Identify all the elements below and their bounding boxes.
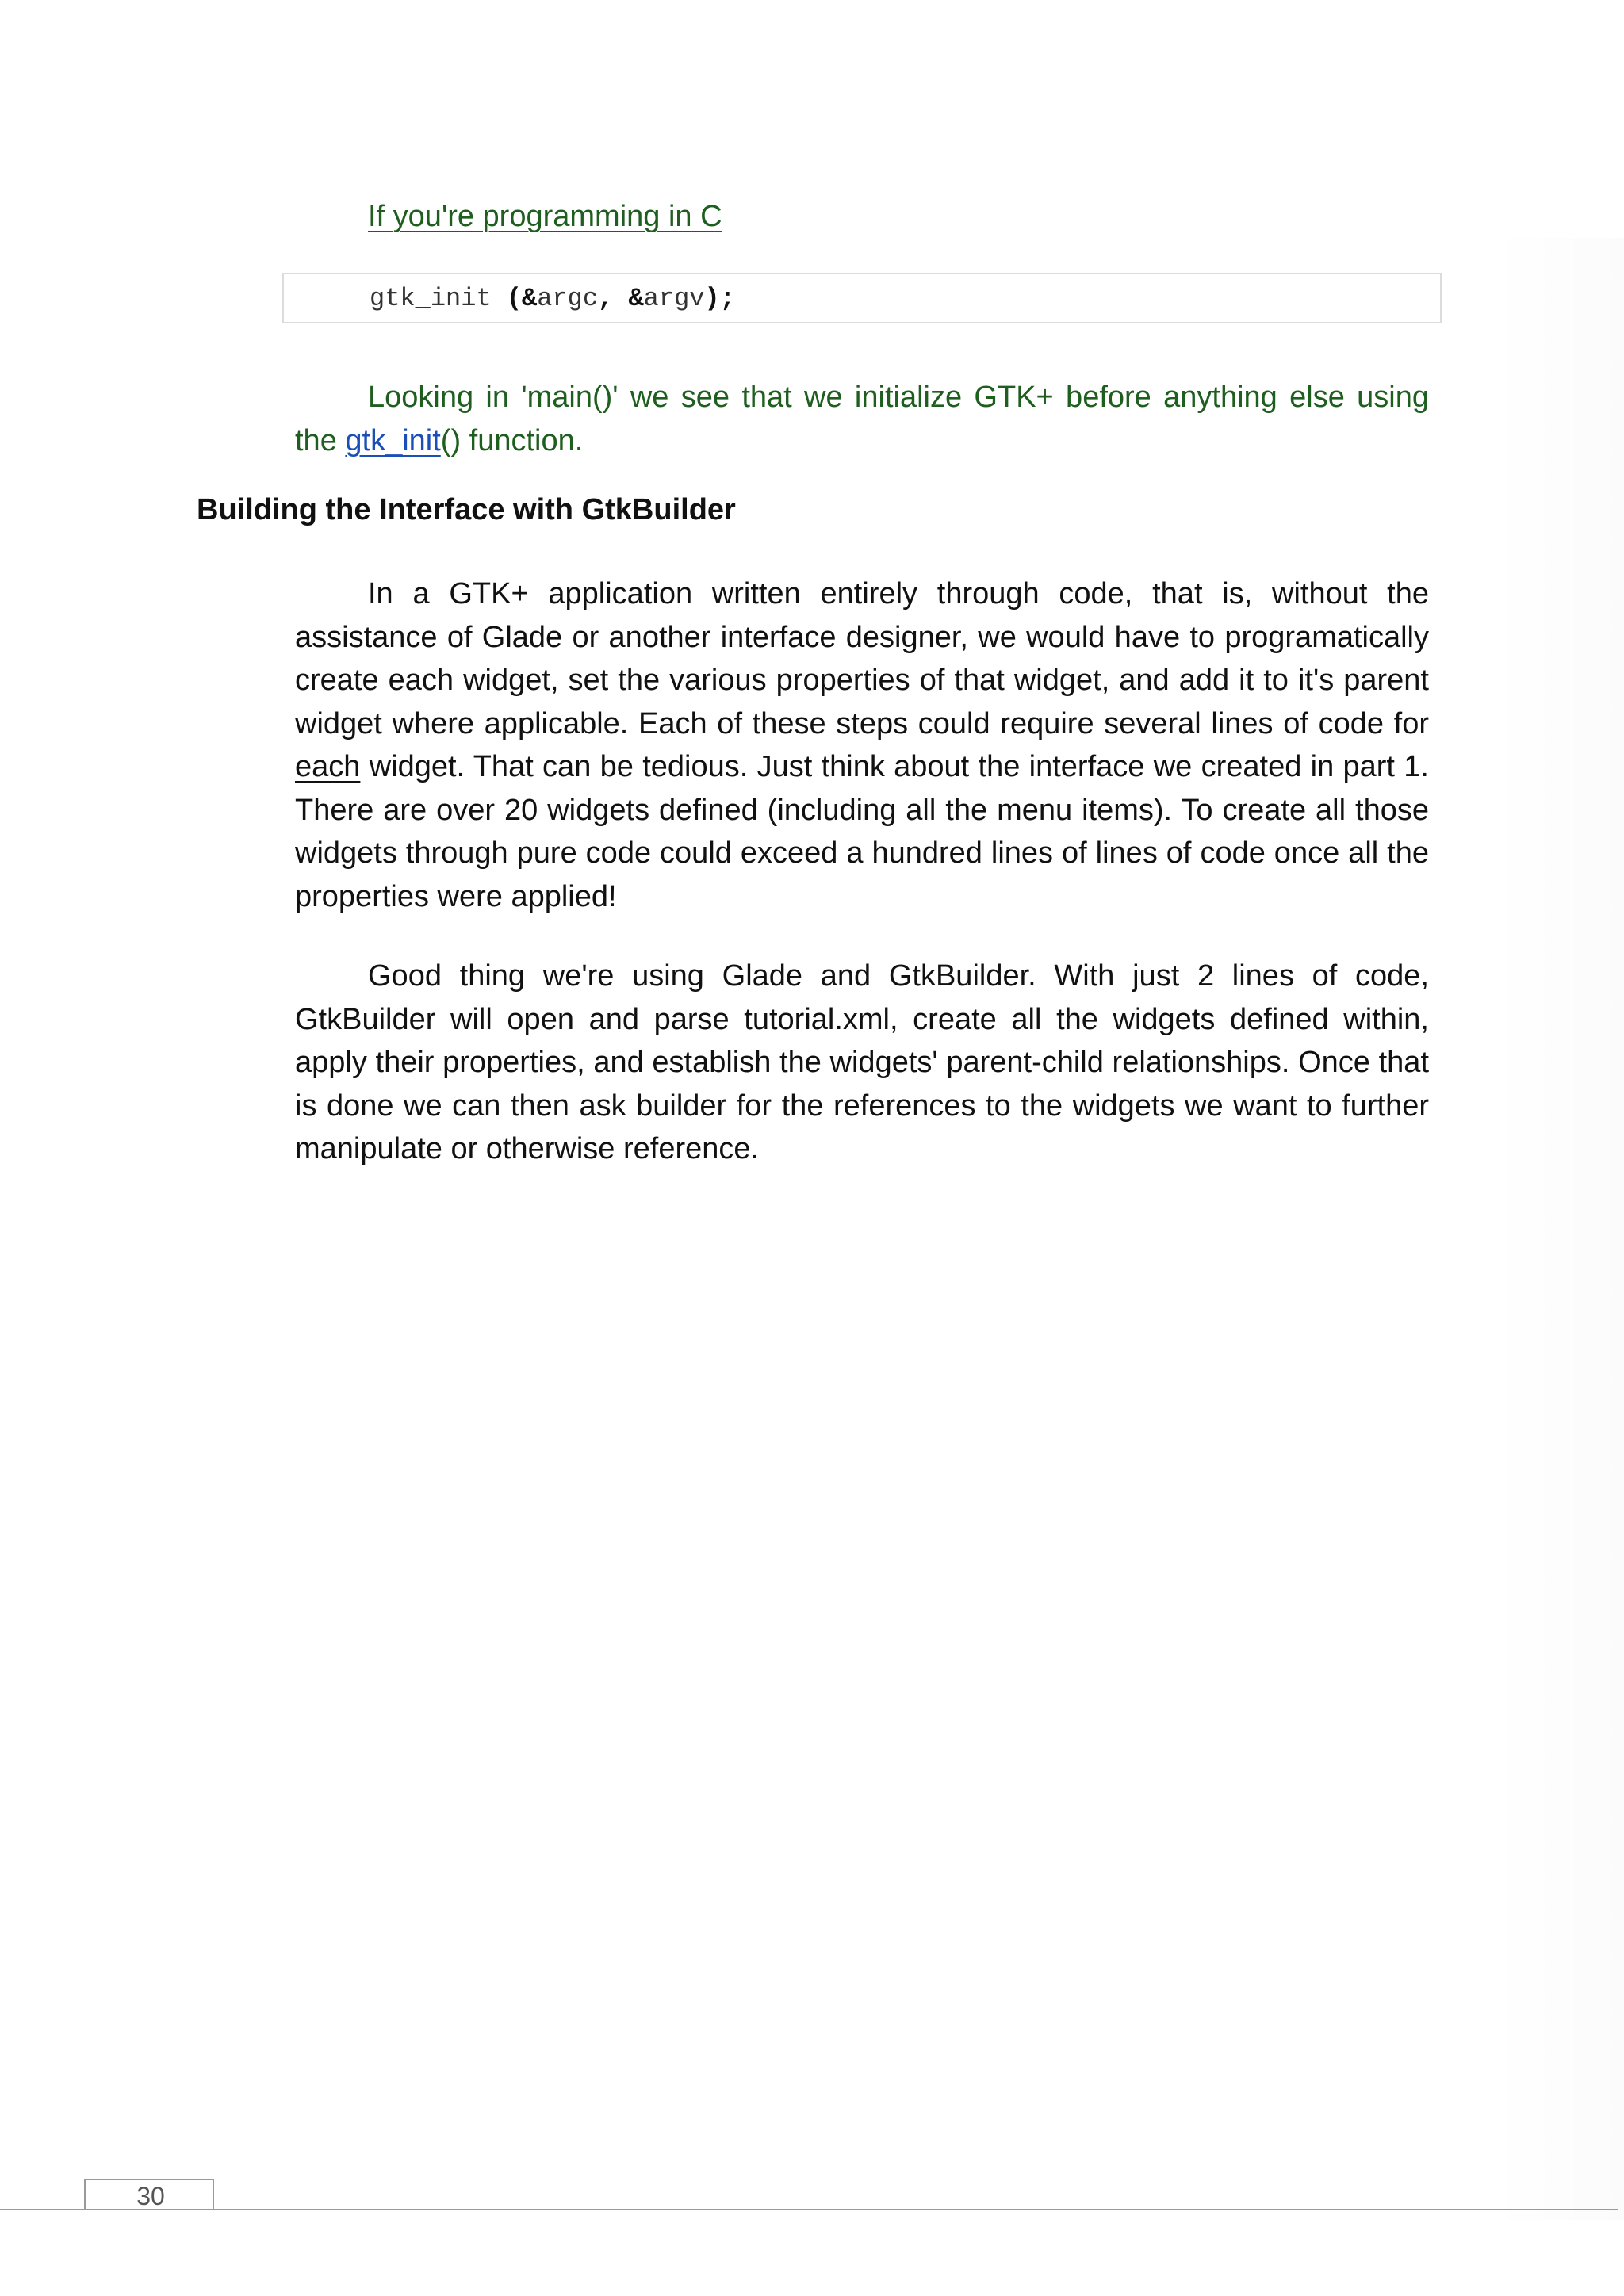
page-number-tab — [84, 2179, 214, 2209]
code-block — [282, 273, 1442, 323]
paragraph-main-text-end: () function. — [440, 423, 584, 457]
page-number: 30 — [136, 2182, 165, 2210]
gtk-init-link[interactable]: gtk_init — [345, 423, 441, 457]
section-heading: Building the Interface with GtkBuilder — [197, 493, 736, 526]
footer-rule — [0, 2209, 1618, 2210]
code-separator: , & — [598, 284, 644, 313]
code-close-paren: ); — [704, 284, 735, 313]
paragraph-main-init — [295, 376, 1429, 462]
emphasis-each: each — [295, 750, 361, 783]
page-edge-shadow — [1491, 238, 1624, 2220]
code-arg-argc: argc — [537, 284, 599, 313]
paragraph-code-only-text: In a GTK+ application written entirely through code, that is, without the assistance of Glade or another interface designer, we would have to programatically create each widget, set the various properties of that widget, and add it to it's parent widget where applicable. Each of these steps could require several lines of code for — [295, 577, 1429, 740]
paragraph-code-only — [295, 572, 1429, 918]
paragraph-main-text: Looking in 'main()' we see that we initialize GTK+ before anything else using the — [295, 381, 1429, 457]
paragraph-code-only-text-end: widget. That can be tedious. Just think about the interface we created in part 1. There are over 20 widgets defined (including all the menu items). To create all those widgets through pure code could exceed a hundred lines of lines of code once all the properties were applied! — [295, 750, 1429, 913]
section-link-c[interactable]: If you're programming in C — [368, 200, 722, 233]
code-line — [370, 284, 735, 313]
paragraph-gtkbuilder: Good thing we're using Glade and GtkBuilder. With just 2 lines of code, GtkBuilder will open and parse tutorial.xml, create all the widgets defined within, apply their properties, and establish the widgets' parent-child relationships. Once that is done we can then ask builder for the references to the widgets we want to further manipulate or otherwise reference. — [295, 959, 1429, 1165]
code-open-paren: (& — [491, 284, 538, 313]
code-function: gtk_init — [370, 284, 492, 313]
code-arg-argv: argv — [643, 284, 705, 313]
